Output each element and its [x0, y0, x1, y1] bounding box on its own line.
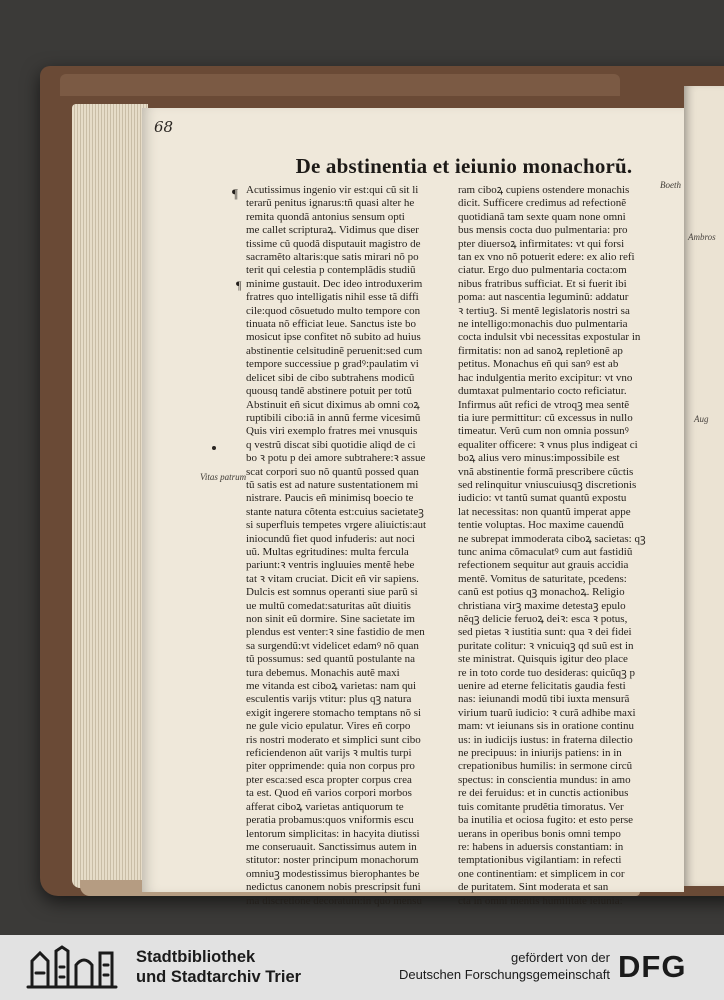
text-line: tura debemus. Monachis autẽ maxi — [246, 666, 400, 679]
text-line: dicit. Sufficere credimus ad refectionẽ — [458, 197, 627, 210]
text-line: omniuꝫ modestissimus bierophantes be — [246, 867, 420, 880]
text-line: scat corpori suo nõ quantũ possed quan — [246, 465, 419, 478]
text-line: Quis viri exemplo fratres mei vnusquis — [246, 425, 418, 438]
text-line: tũ possumus: sed quantũ postulante na — [246, 653, 415, 666]
text-line: equaliter officere: ꝛ vnus plus indigeat ci — [458, 438, 638, 451]
funding-line1: gefördert von der — [510, 950, 610, 965]
text-line: canũ est potius qꝫ monachoꝝ. Religio — [458, 586, 625, 599]
text-line: exigit ingerere stomacho temptans nõ si — [246, 706, 422, 719]
margin-note-right: Boeth — [660, 180, 681, 190]
chapter-heading: De abstinentia et ieiunio monachorũ. — [295, 154, 633, 178]
text-line: Acutissimus ingenio vir est:qui cũ sit li — [246, 184, 419, 196]
text-line: nistrare. Paucis eñ minimisq boecio te — [246, 492, 414, 505]
text-line: tia iure permittitur: cũ excessus in nullo — [458, 411, 633, 424]
text-line: ram ciboꝝ cupiens ostendere monachis — [458, 184, 630, 196]
text-line: tuis comitante prudẽtia timoratus. Ver — [458, 800, 624, 813]
text-line: sed relinquitur vniuscuiusqꝫ discretionis — [458, 478, 637, 491]
text-line: virium tuarũ iudicio: ꝛ curã adhibe maxi — [458, 706, 636, 719]
library-name — [136, 947, 301, 987]
folio-number: 68 — [154, 118, 174, 136]
text-line: mentẽ. Vomitus de saturitate, pcedens: — [458, 572, 627, 585]
text-line: peratia probamus:quos vniformis escu — [246, 814, 414, 827]
text-line: puritate colitur: ꝛ vnicuiqꝫ qd suũ est in — [458, 639, 634, 652]
marginal-dot — [212, 446, 216, 450]
text-line: ne precipuus: in iniurijs patiens: in in — [458, 747, 622, 760]
text-line: bo ꝛ potu p dei amore subtrahere:ꝛ assue — [246, 452, 426, 465]
text-line: one continentiam: et simplicem in cor — [458, 867, 625, 880]
text-line: sacramẽto altaris:que satis mirari nõ po — [246, 251, 419, 264]
text-line: tan ex vno nõ potuerit edere: ex alio refi — [458, 251, 635, 264]
text-line: uerans in operibus bonis omni tempo — [458, 827, 621, 840]
text-line: plendus est venter:ꝛ sine fastidio de men — [246, 626, 425, 639]
text-line: pariunt:ꝛ ventris ingluuies mentẽ hebe — [246, 559, 415, 572]
text-line: non sinit eũ dormire. Sine sacietate im — [246, 613, 415, 625]
text-line: stante natura cõtenta est:cuius sacietateꝫ — [246, 505, 424, 518]
text-line: delicet sibi de cibo subtrahens modicũ — [246, 371, 415, 384]
text-line: de puritatem. Sint moderata et san — [458, 881, 609, 894]
text-line: terarũ penitus ignarus:tñ quasi alter he — [246, 197, 415, 210]
text-line: spectus: in conscientia mundus: in amo — [458, 773, 631, 786]
margin-note-facing: Aug — [694, 414, 709, 424]
text-line: refectionem sequitur aut grauis accidia — [458, 559, 629, 572]
text-line: re: habens in aduersis constantiam: in — [458, 840, 624, 853]
text-line: iudicio: vt tantũ sumat quantũ expostu — [458, 492, 627, 505]
text-line: nibus fratribus sufficiat. Et si fuerit ibi — [458, 277, 627, 290]
text-line: tinuata nõ efficiat leue. Sanctus iste bo — [246, 318, 416, 331]
text-line: ste ministrat. Quisquis igitur deo place — [458, 653, 628, 666]
text-line: ta est. Quod eñ varios corpori morbos — [246, 787, 412, 800]
text-line: crepationibus humilis: in sermone circũ — [458, 760, 633, 773]
text-line: firmitatis: non ad sanoꝝ repletionẽ ap — [458, 344, 623, 357]
text-line: re dei feruidus: et in cunctis actionibus — [458, 787, 629, 800]
text-line: ciatur. Ergo duo pulmentaria cocta:om — [458, 264, 627, 277]
text-line: sed pietas ꝛ iustitia sunt: qua ꝛ dei fidei — [458, 626, 632, 639]
text-line: poma: aut nascentia leguminũ: addatur — [458, 291, 629, 304]
text-line: ruptibili cibo:iã in annũ ferme vicesimũ — [246, 411, 421, 424]
text-line: hac indulgentia merito excipitur: vt vno — [458, 371, 633, 384]
text-line: sa surgendũ:vt videlicet edamꝰ nõ quan — [246, 639, 419, 652]
viewer-footer — [0, 935, 724, 1000]
funding-line2: Deutschen Forschungsgemeinschaft — [398, 967, 610, 982]
text-line: christiana virꝫ maxime detestaꝫ epulo — [458, 599, 626, 612]
margin-note-left: Vitas patrum — [200, 472, 247, 482]
text-line: cta in omni mentis humilitate ieiunia: — [458, 894, 623, 907]
text-line: iniocundũ fiet quod infuderis: aut noci — [246, 532, 415, 545]
text-line: ris nostri moderato et simplici sunt cibo — [246, 733, 421, 746]
text-line: piter opprimende: quia non corpus pro — [246, 760, 415, 773]
library-name-line2: und Stadtarchiv Trier — [136, 968, 302, 986]
library-logo-icon — [26, 943, 118, 991]
margin-note-facing: Ambros — [688, 232, 716, 242]
text-line: ne subrepat immoderata ciboꝝ sacietas: qꝫ — [458, 532, 646, 545]
text-line: Dulcis est somnus operanti siue parũ si — [246, 586, 418, 599]
dfg-logo: DFG — [618, 949, 687, 984]
facing-page — [684, 86, 724, 886]
text-line: tat ꝛ vitam cruciat. Dicit eñ vir sapiens. — [246, 572, 419, 585]
text-line: Abstinuit eñ sicut diximus ab omni coꝝ — [246, 398, 420, 411]
text-line: pter diuersoꝝ infirmitates: vt qui forsi — [458, 237, 625, 250]
text-line: us: in iudicijs iustus: in fraterna dilectio — [458, 733, 633, 746]
text-line: me callet scripturaꝝ. Vidimus que diser — [246, 224, 419, 237]
text-line: nas: ieiunandi modũ tibi iuxta mensurã — [458, 693, 630, 706]
text-line: si superfluis tempetes vrgere aliuictis:aut — [246, 519, 427, 532]
text-line: nẽqꝫ delicie feruoꝝ deiꝛ: esca ꝛ potus, — [458, 613, 628, 625]
text-line: tissime cũ quodã disputauit magistro de — [246, 237, 421, 250]
text-line: fratres quo intelligatis nihil esse tã diffi — [246, 291, 419, 304]
text-line: me vitanda est ciboꝝ varietas: nam qui — [246, 680, 417, 693]
text-line: vnã abstinentie formã prescribere cũctis — [458, 465, 634, 478]
text-line: afferat ciboꝝ varietas antiquorum te — [246, 800, 404, 813]
text-line: bus mensis cocta duo pulmentaria: pro — [458, 224, 628, 237]
text-line: dumtaxat pulmentario cocto reficiatur. — [458, 385, 627, 398]
text-column-right — [458, 184, 666, 908]
text-line: ma discretione decoratum:in quo mensu — [246, 894, 422, 907]
text-line: reficiendenon aũt varijs ꝛ multis turpi — [246, 747, 412, 760]
text-line: tempore successiue p gradꝰ:paulatim vi — [246, 358, 419, 371]
binding-top-edge — [60, 74, 620, 96]
text-line: uũ. Multas egritudines: multa fercula — [246, 545, 409, 558]
library-name-line1: Stadtbibliothek — [136, 948, 256, 966]
text-line: boꝝ alius vero minus:impossibile est — [458, 452, 620, 465]
text-line: timeatur. Verũ cum non omnia possunꝰ — [458, 425, 629, 438]
book-page — [142, 108, 684, 907]
text-line: nedictus canonem nobis prescripsit funi — [246, 881, 421, 894]
text-line: ue multũ comedat:saturitas aũt diuitis — [246, 599, 411, 612]
text-line: cile:quod cõsuetudo multo tempore con — [246, 304, 421, 317]
text-line: pter esca:sed esca propter corpus crea — [246, 773, 412, 786]
text-line: q vestrũ discat sibi quotidie aliqd de ci — [246, 438, 416, 451]
text-line: ne gule vicio epulatur. Vires eñ corpo — [246, 720, 411, 733]
text-line: quousq tandẽ abstinere potuit per totũ — [246, 385, 412, 398]
text-line: lentorum simplicitas: in hacyita diutissi — [246, 827, 420, 840]
text-line: cocta indulsit vbi necessitas expostular in — [458, 331, 641, 344]
text-line: temptationibus vigilantiam: in refecti — [458, 854, 622, 867]
text-line: uenire ad eterne felicitatis gaudia festi — [458, 680, 626, 693]
text-line: petitus. Monachus eñ qui sanꝰ est ab — [458, 358, 619, 371]
text-line: ba inutilia et ociosa fugito: et esto perse — [458, 814, 634, 827]
text-line: ꝛ tertiuꝫ. Si mentẽ legislatoris nostri sa — [458, 304, 630, 317]
text-line: re in toto corde tuo desideras: quicũqꝫ p — [458, 666, 635, 679]
paragraph-mark: ¶ — [236, 278, 242, 292]
text-column-left — [246, 184, 446, 908]
text-line: minime gustauit. Dec ideo introduxerim — [246, 277, 423, 290]
text-line: abstinentie celsitudinẽ peruenit:sed cum — [246, 344, 423, 357]
text-line: lat necessitas: non quantũ imperat appe — [458, 505, 631, 518]
text-line: remita quondã antonius sensum opti — [246, 210, 405, 223]
text-line: stitutor: noster principum monachorum — [246, 854, 419, 867]
text-line: Infirmus aũt refici de vtroqꝫ mea sentẽ — [458, 398, 630, 411]
paragraph-mark: ¶ — [232, 186, 238, 201]
funding-credit — [370, 949, 610, 983]
text-line: me conseruauit. Sanctissimus autem in — [246, 840, 417, 853]
text-line: ne intelligo:monachis duo pulmentaria — [458, 318, 628, 331]
text-line: tũ satis est ad nature sustentationem mi — [246, 478, 419, 491]
text-line: tentie voluptas. Hoc maxime cauendũ — [458, 519, 624, 532]
text-line: mam: vt ieiunans sis in oratione continu — [458, 720, 634, 733]
page-stack-edge — [72, 104, 148, 888]
text-line: mosicut ipse confitet nõ subito ad huius — [246, 331, 421, 344]
text-line: terit qui celestia p contemplãdis studiũ — [246, 264, 416, 277]
text-line: tunc anima cõmaculatꝰ cum aut fastidiũ — [458, 545, 633, 558]
text-line: quotidianã tam sexte quam none omni — [458, 210, 626, 223]
text-line: esculentis varijs vtitur: plus qꝫ natura — [246, 693, 412, 706]
